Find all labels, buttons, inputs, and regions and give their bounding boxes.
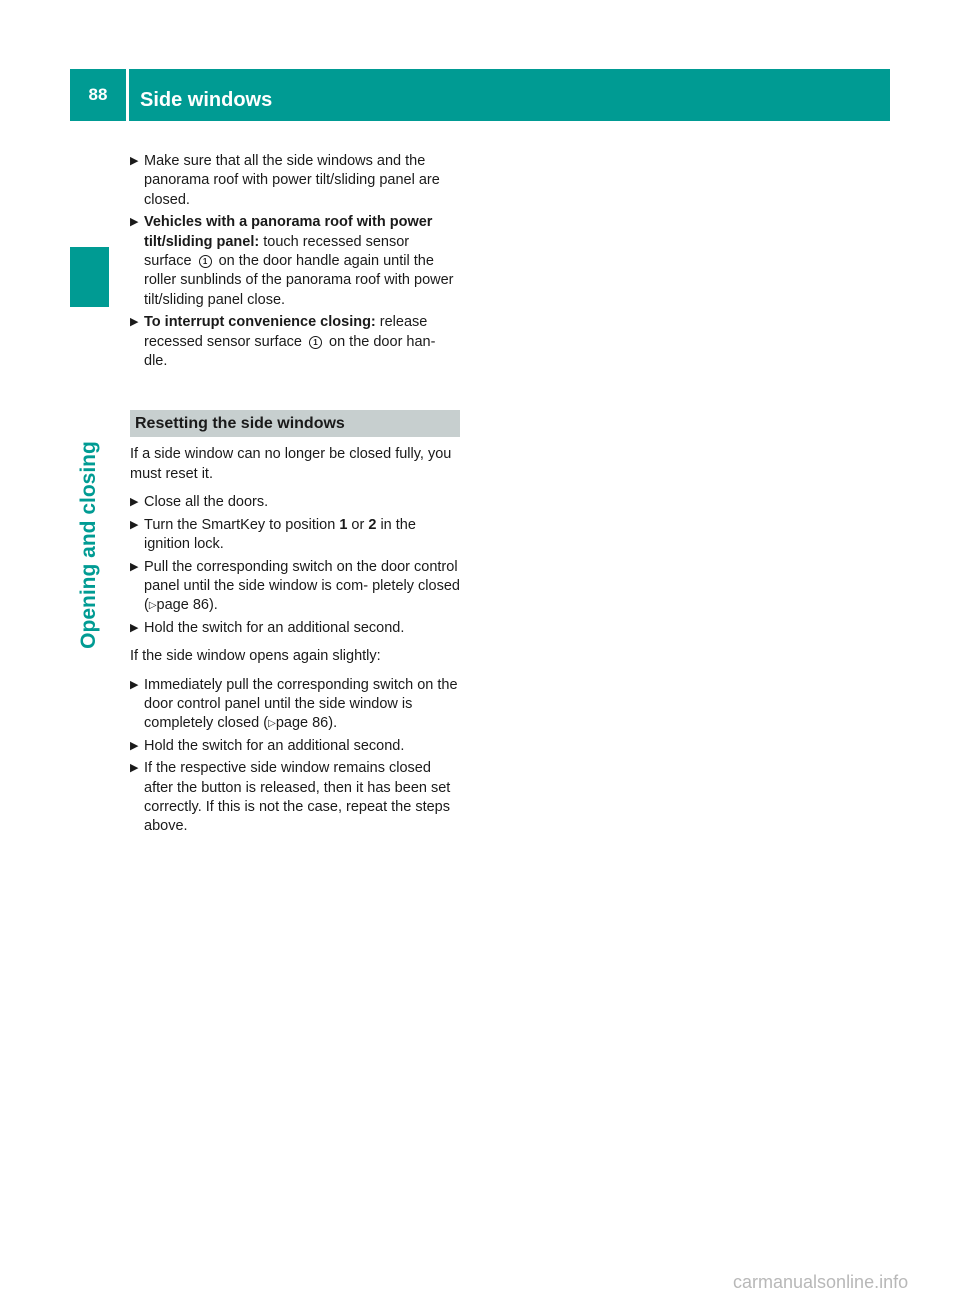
- step-text: Close all the doors.: [144, 494, 269, 511]
- step-arrow-icon: ▶: [130, 518, 139, 531]
- section-heading: Resetting the side windows: [130, 410, 460, 437]
- step-condition: To interrupt convenience closing:: [144, 314, 376, 331]
- key-position-2: 2: [368, 516, 377, 533]
- step-text: If the respective side window remains closed after the button is released, then it has been set correctly. If this is not the case, repeat the steps above.: [144, 760, 451, 835]
- page-number: 88: [88, 85, 108, 104]
- header-divider: [126, 69, 129, 121]
- condition-text: If the side window opens again slightly:: [130, 648, 381, 665]
- page-reference-icon: ▷: [268, 718, 276, 730]
- step-arrow-icon: ▶: [130, 155, 139, 167]
- sensor-surface-marker: 1: [309, 336, 322, 349]
- instruction-step: [130, 313, 460, 371]
- key-position-1: 1: [339, 516, 348, 533]
- watermark: carmanualsonline.info: [733, 1272, 909, 1292]
- step-text: on the door han- dle.: [144, 333, 436, 370]
- step-arrow-icon: ▶: [130, 762, 139, 775]
- step-text: release recessed sensor surface: [144, 314, 428, 350]
- step-text: Immediately pull the corresponding switch on the door control panel until the side window is completely closed (: [144, 676, 458, 732]
- step-text: ).: [328, 715, 338, 732]
- step-arrow-icon: ▶: [130, 678, 139, 691]
- step-text: in the ignition lock.: [144, 516, 416, 553]
- chapter-marker-block: [70, 247, 109, 307]
- instruction-step: [130, 213, 460, 310]
- page-reference-link[interactable]: page 86: [275, 715, 329, 732]
- sensor-surface-marker: 1: [199, 255, 212, 268]
- step-arrow-icon: ▶: [130, 560, 139, 573]
- step-text: Pull the corresponding switch on the door control panel until the side window is com- pletely closed (: [144, 558, 460, 614]
- page-reference-icon: ▷: [148, 600, 157, 612]
- instruction-step: [130, 152, 460, 210]
- step-text: Make sure that all the side windows and the panorama roof with power tilt/sliding panel are closed.: [144, 153, 440, 208]
- step-text: touch recessed sensor surface: [144, 233, 410, 270]
- page-reference-link[interactable]: page 86: [156, 597, 209, 614]
- step-text: Hold the switch for an additional second.: [144, 737, 405, 754]
- instruction-step: [130, 493, 460, 512]
- step-arrow-icon: ▶: [130, 621, 139, 634]
- chapter-label: Opening and closing: [77, 441, 100, 649]
- instruction-step: [130, 516, 460, 555]
- step-arrow-icon: ▶: [130, 496, 139, 509]
- step-text: Hold the switch for an additional second.: [144, 619, 405, 636]
- step-condition: Vehicles with a panorama roof with power tilt/sliding panel:: [144, 214, 433, 250]
- main-content: [130, 152, 460, 840]
- step-text: on the door handle again until the roller sunblinds of the panorama roof with power tilt/sliding panel close.: [144, 253, 454, 308]
- step-arrow-icon: ▶: [130, 739, 139, 752]
- page-title: Side windows: [140, 89, 273, 111]
- step-arrow-icon: ▶: [130, 316, 139, 329]
- instruction-step: [130, 737, 460, 756]
- instruction-step: [130, 558, 460, 616]
- step-arrow-icon: ▶: [130, 216, 139, 229]
- instruction-step: [130, 619, 460, 638]
- step-text: Turn the SmartKey to position: [144, 516, 340, 533]
- instruction-step: [130, 676, 460, 734]
- instruction-step: [130, 759, 460, 837]
- section-intro: If a side window can no longer be closed fully, you must reset it.: [130, 446, 452, 482]
- step-text: or: [347, 516, 369, 533]
- step-text: ).: [208, 597, 218, 614]
